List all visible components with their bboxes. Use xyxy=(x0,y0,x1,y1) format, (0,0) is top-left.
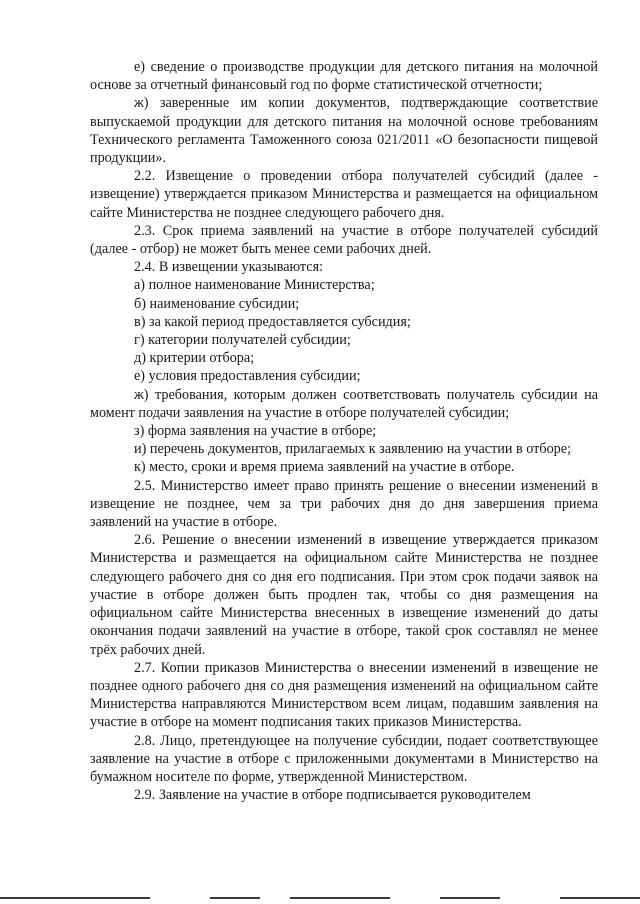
item-zh-certified-copies: ж) заверенные им копии документов, подтверждающие соответствие выпускаемой продукции для детского питания на молочной основе требованиям Технического регламента Таможенного союза 021/2011 «О безопасности пищевой продукции». xyxy=(90,95,598,167)
footer-rule-segment xyxy=(290,897,390,899)
list-item-zh: ж) требования, которым должен соответствовать получатель субсидии на момент подачи заявления на участие в отборе получателей субсидии; xyxy=(90,386,598,421)
list-item-v: в) за какой период предоставляется субсидия; xyxy=(134,313,411,330)
footer-rule-segment xyxy=(440,897,500,899)
list-item-z: з) форма заявления на участие в отборе; xyxy=(134,423,377,440)
footer-rule-segment xyxy=(0,897,150,899)
clause-2-3: 2.3. Срок приема заявлений на участие в отборе получателей субсидий (далее - отбор) не может быть менее семи рабочих дней. xyxy=(90,222,598,258)
clause-2-4: 2.4. В извещении указываются: xyxy=(134,259,324,276)
list-item-i: и) перечень документов, прилагаемых к заявлению на участии в отборе; xyxy=(134,441,572,458)
clause-2-5: 2.5. Министерство имеет право принять решение о внесении изменений в извещение не позднее, чем за три рабочих дня до дня завершения приема заявлений на участие в отборе. xyxy=(90,477,598,531)
clause-2-2: 2.2. Извещение о проведении отбора получателей субсидий (далее - извещение) утверждается приказом Министерства и размещается на официальном сайте Министерства не позднее следующего рабочего дня. xyxy=(90,168,598,221)
list-item-e: е) условия предоставления субсидии; xyxy=(134,368,361,385)
document-page xyxy=(90,58,598,804)
list-item-a: а) полное наименование Министерства; xyxy=(134,277,375,294)
footer-rule-segment xyxy=(560,897,640,899)
list-item-k: к) место, сроки и время приема заявлений на участие в отборе. xyxy=(134,459,515,476)
footer-scan-rule xyxy=(0,896,640,904)
list-item-g: г) категории получателей субсидии; xyxy=(134,332,351,349)
clause-2-9: 2.9. Заявление на участие в отборе подписывается руководителем xyxy=(134,787,531,804)
clause-2-7: 2.7. Копии приказов Министерства о внесении изменений в извещение не позднее одного рабочего дня со дня размещения изменений на официальном сайте Министерства направляются Министерством всем лицам, подавшим заявления на участие в отборе на момент подписания таких приказов Министерства. xyxy=(90,659,598,731)
list-item-d: д) критерии отбора; xyxy=(134,350,255,367)
list-item-b: б) наименование субсидии; xyxy=(134,295,300,312)
clause-2-8: 2.8. Лицо, претендующее на получение субсидии, подает соответствующее заявление на участие в отборе с приложенными документами в Министерство на бумажном носителе по форме, утвержденной Министерством. xyxy=(90,732,598,785)
clause-2-6: 2.6. Решение о внесении изменений в извещение утверждается приказом Министерства и размещается на официальном сайте Министерства не позднее следующего рабочего дня со дня его подписания. При этом срок подачи заявок на участие в отборе должен быть продлен так, чтобы со дня размещения на официальном сайте Министерства внесенных в извещение изменений до даты окончания подачи заявлений на участие в отборе, такой срок составлял не менее трёх рабочих дней. xyxy=(90,532,598,658)
footer-rule-segment xyxy=(210,897,260,899)
item-e-production-info: е) сведение о производстве продукции для детского питания на молочной основе за отчетный финансовый год по форме статистической отчетности; xyxy=(90,59,598,94)
